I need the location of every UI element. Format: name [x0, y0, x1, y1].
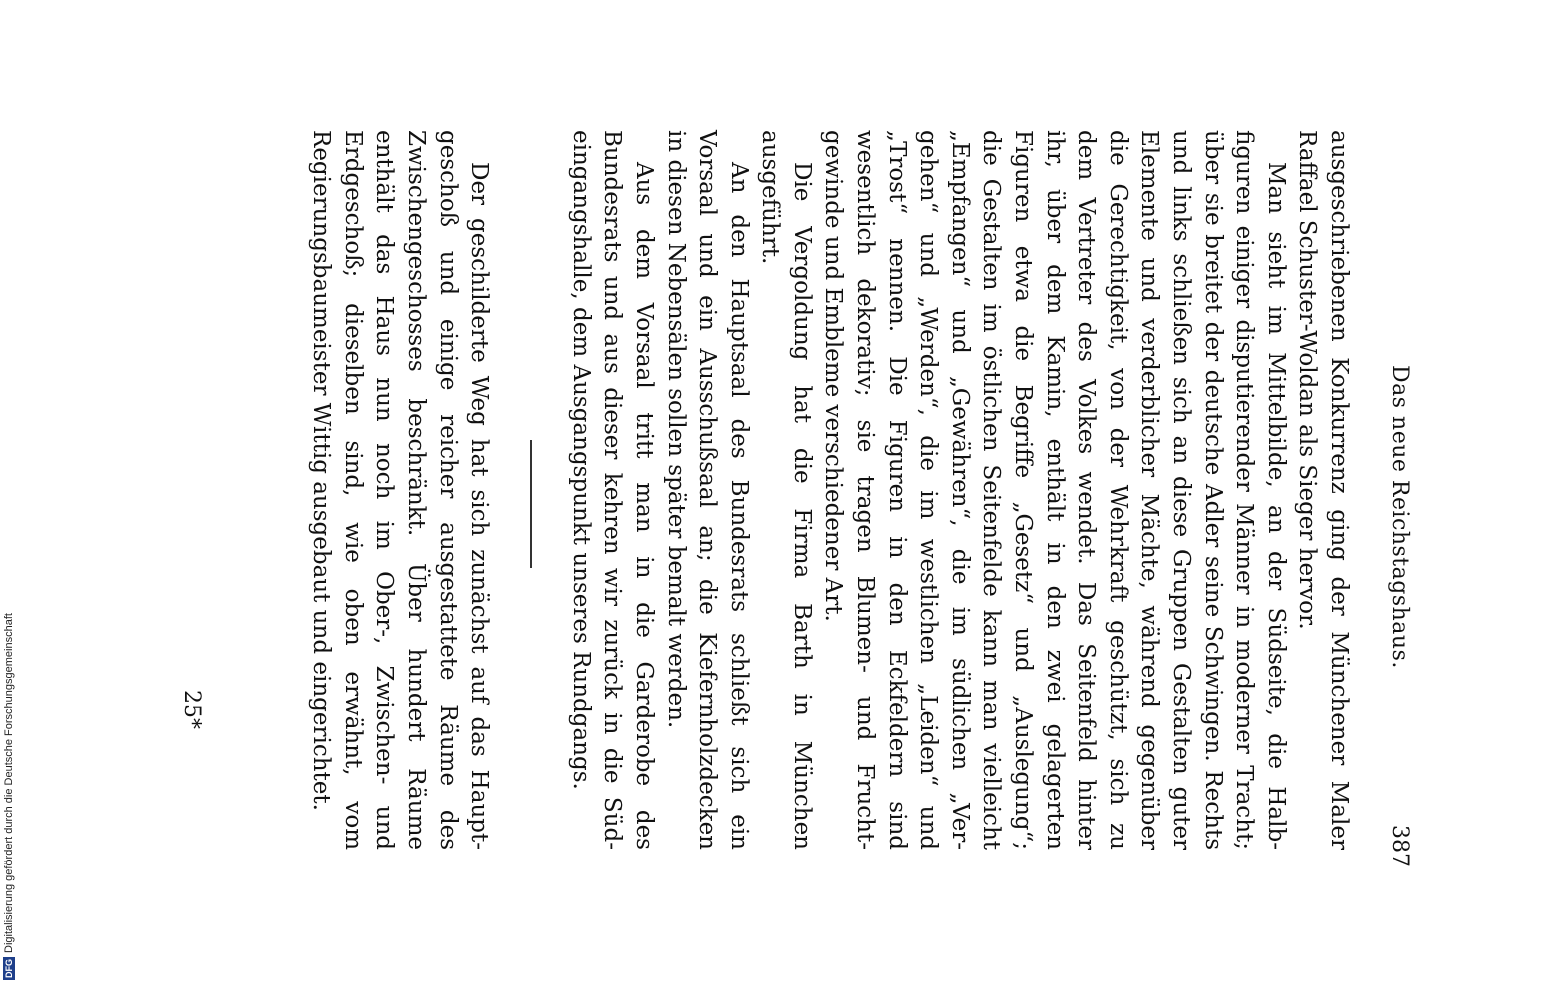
text-line: Aus dem Vorsaal tritt man in die Garderobe des [630, 162, 657, 850]
text-line: wesentlich dekorativ; sie tragen Blumen- und Frucht- [852, 130, 879, 850]
text-line: Raffael Schuster-Woldan als Sieger hervor. [1294, 130, 1321, 630]
text-line: enthält das Haus nun noch im Ober-, Zwischen- und [371, 130, 398, 850]
text-line: gewinde und Embleme verschiedener Art. [820, 130, 847, 622]
dfg-logo-icon: DFG [4, 959, 14, 978]
text-line: ausgeführt. [757, 130, 784, 265]
footer-credit-text: Digitalisierung gefördert durch die Deutsche Forschungsgemeinschaft [3, 613, 15, 953]
text-line: Zwischengeschosses beschränkt. Über hundert Räume [402, 130, 429, 850]
text-line: ihr, über dem Kamin, enthält in den zwei gelagerten [1041, 130, 1068, 850]
section-divider [494, 130, 564, 850]
text-line: Man sieht im Mittelbilde, an der Südseite, die Halb- [1262, 162, 1289, 850]
text-line: die Gerechtigkeit, von der Wehrkraft geschützt, sich zu [1104, 130, 1131, 850]
text-line: und links schließen sich an diese Gruppen Gestalten guter [1168, 130, 1195, 850]
text-line: Bundesrats und aus dieser kehren wir zurück in die Süd- [599, 130, 626, 850]
text-line: Der geschilderte Weg hat sich zunächst auf das Haupt- [466, 162, 493, 850]
text-line: „Trost“ nennen. Die Figuren in den Eckfeldern sind [883, 130, 910, 850]
text-line: die Gestalten im östlichen Seitenfelde kann man vielleicht [978, 130, 1005, 850]
running-title: Das neue Reichstagshaus. [1387, 365, 1412, 669]
text-line: geschoß und einige reicher ausgestattete Räume des [434, 130, 461, 850]
text-line: Figuren etwa die Begriffe „Gesetz“ und „Auslegung“; [1010, 130, 1037, 850]
footer-credit [2, 600, 16, 980]
text-line: „Empfangen“ und „Gewähren“, die im südlichen „Ver- [946, 130, 973, 850]
text-line: figuren einiger disputierender Männer in moderner Tracht; [1231, 130, 1258, 850]
text-line: An den Hauptsaal des Bundesrats schließt sich ein [725, 162, 752, 850]
text-line: gehen“ und „Werden“, die im westlichen „Leiden“ und [915, 130, 942, 850]
text-line: Elemente und verderblicher Mächte, während gegenüber [1136, 130, 1163, 850]
text-line: Vorsaal und ein Ausschußsaal an; die Kiefernholzdecken [694, 130, 721, 850]
text-line: über sie breitet der deutsche Adler seine Schwingen. Rechts [1199, 130, 1226, 850]
text-line: eingangshalle, dem Ausgangspunkt unseres Rundgangs. [567, 130, 594, 790]
text-line: in diesen Nebensälen sollen später bemalt werden. [662, 130, 689, 729]
text-line: Erdgeschoß; dieselben sind, wie oben erwähnt, vom [339, 130, 366, 850]
text-line: ausgeschriebenen Konkurrenz ging der Münchener Maler [1326, 130, 1352, 850]
running-header [1382, 175, 1412, 875]
text-line: Regierungsbaumeister Wittig ausgebaut und eingerichtet. [308, 130, 335, 811]
footer-credit-strip [0, 0, 18, 990]
page-number: 387 [1387, 825, 1412, 867]
text-line: Die Vergoldung hat die Firma Barth in München [788, 162, 815, 850]
signature-mark: 25* [179, 690, 204, 729]
body-text [305, 130, 1354, 850]
text-line: dem Vertreter des Volkes wendet. Das Seitenfeld hinter [1073, 130, 1100, 850]
divider-rule [530, 440, 532, 568]
